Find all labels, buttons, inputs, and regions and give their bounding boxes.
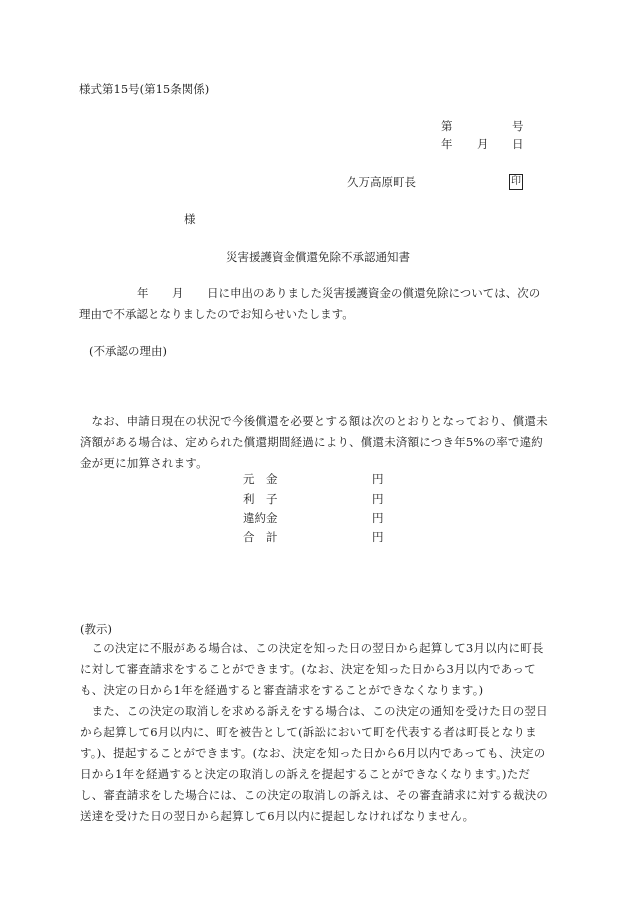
date-year: 年 (441, 137, 453, 151)
notice-text: なお、申請日現在の状況で今後償還を必要とする額は次のとおりとなっており、償還未済額がある場合は、定められた償還期間経過により、償還未済額につき年5%の率で違約金が更に加算されます。 (80, 414, 548, 470)
seal-mark: 印 (509, 174, 523, 190)
intro-line2: 理由で不承認となりましたのでお知らせいたします。 (79, 307, 354, 321)
amount-unit: 円 (372, 530, 384, 544)
intro-month: 月 (172, 286, 184, 300)
document-title-text: 災害援護資金償還免除不承認通知書 (226, 250, 410, 264)
intro-line1: 日に申出のありました災害援護資金の償還免除については、次の (207, 286, 541, 300)
amount-label: 元 金 (243, 472, 278, 486)
instruction-heading: (教示) (80, 622, 112, 636)
amount-label: 合 計 (243, 530, 278, 544)
document-title (0, 250, 630, 264)
date-day: 日 (512, 137, 524, 151)
number-suffix: 号 (512, 119, 524, 133)
number-prefix: 第 (441, 119, 453, 133)
amount-label: 利 子 (243, 492, 278, 506)
date-month: 月 (477, 137, 489, 151)
instruction-paragraph-1: この決定に不服がある場合は、この決定を知った日の翌日から起算して3月以内に町長に対して審査請求をすることができます。(なお、決定を知った日から3月以内であっても、決定の日から1年を経過すると審査請求をすることができなくなります。) (80, 641, 544, 697)
form-number: 様式第15号(第15条関係) (79, 82, 210, 96)
issuer-name: 久万高原町長 (347, 175, 416, 189)
notice-paragraph (80, 411, 550, 474)
instruction-body (80, 638, 550, 827)
intro-year: 年 (137, 286, 149, 300)
addressee-suffix: 様 (184, 212, 196, 226)
amount-unit: 円 (372, 492, 384, 506)
instruction-paragraph-2: また、この決定の取消しを求める訴えをする場合は、この決定の通知を受けた日の翌日から起算して6月以内に、町を被告として(訴訟において町を代表する者は町長となります。)、提起することができます。(なお、決定を知った日から6月以内であっても、決定の日から1年を経過すると決定の取消しの訴えを提起することができなくなります。)ただし、審査請求をした場合には、この決定の取消しの訴えは、その審査請求に対する裁決の送達を受けた日の翌日から起算して6月以内に提起しなければなりません。 (80, 704, 548, 823)
amount-unit: 円 (372, 472, 384, 486)
reason-heading: (不承認の理由) (89, 344, 167, 358)
amount-unit: 円 (372, 511, 384, 525)
amount-label: 違約金 (243, 511, 278, 525)
